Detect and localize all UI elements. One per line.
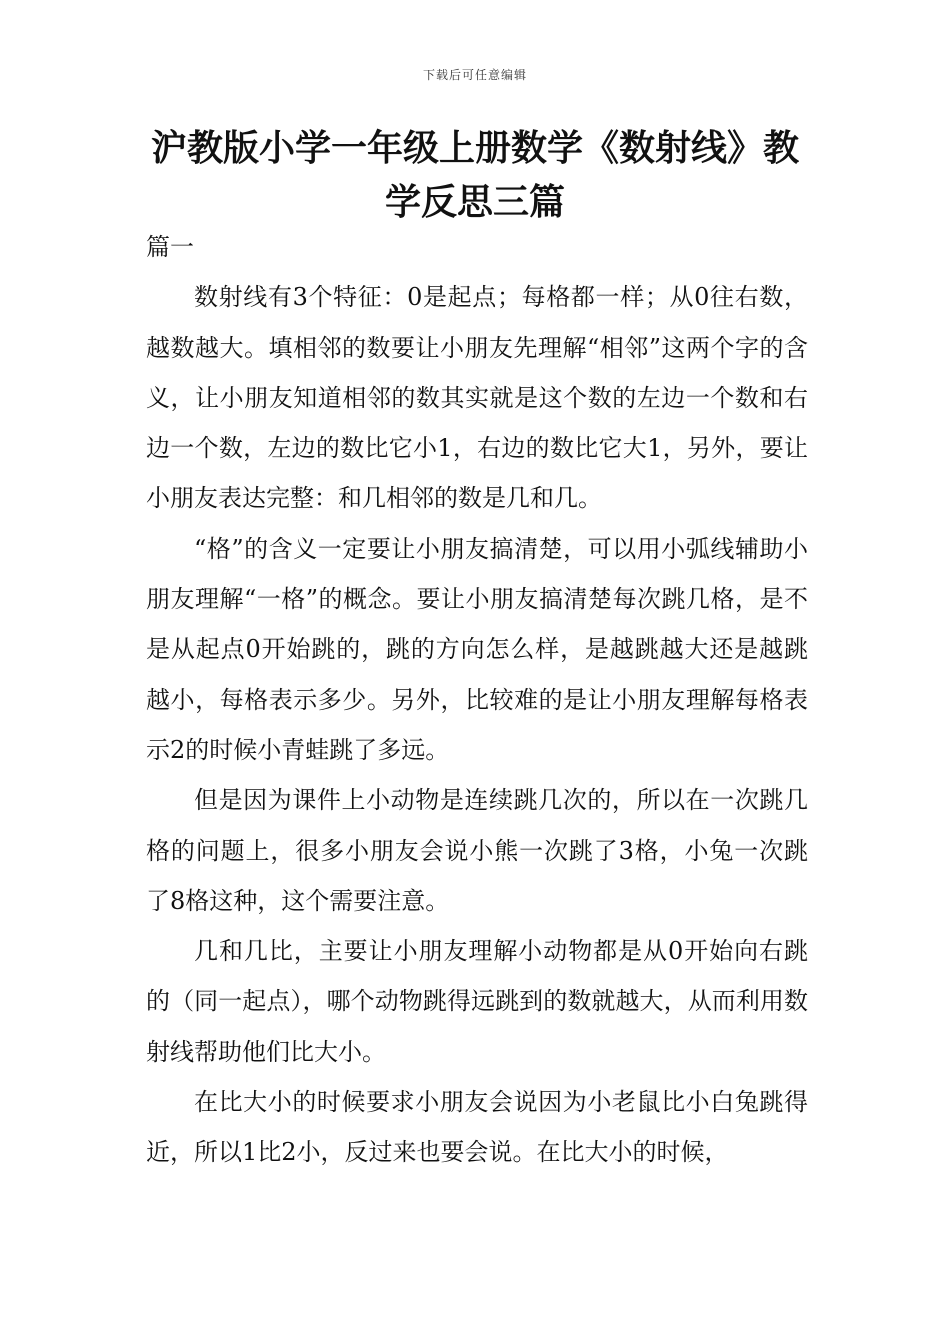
paragraph-3: 但是因为课件上小动物是连续跳几次的，所以在一次跳几格的问题上，很多小朋友会说小熊一次跳了3格，小兔一次跳了8格这种，这个需要注意。 <box>146 786 808 915</box>
document-body <box>146 222 808 1178</box>
paragraph-5: 在比大小的时候要求小朋友会说因为小老鼠比小白兔跳得近，所以1比2小，反过来也要会说。在比大小的时候， <box>146 1088 808 1167</box>
header-note: 下载后可任意编辑 <box>422 68 527 82</box>
paragraph-4: 几和几比，主要让小朋友理解小动物都是从0开始向右跳的（同一起点），哪个动物跳得远跳到的数就越大，从而利用数射线帮助他们比大小。 <box>146 937 808 1066</box>
paragraph-2: “格”的含义一定要让小朋友搞清楚，可以用小弧线辅助小朋友理解“一格”的概念。要让小朋友搞清楚每次跳几格，是不是从起点0开始跳的，跳的方向怎么样，是越跳越大还是越跳越小，每格表示多少。另外，比较难的是让小朋友理解每格表示2的时候小青蛙跳了多远。 <box>146 534 808 764</box>
section-label: 篇一 <box>146 233 194 261</box>
document-title: 沪教版小学一年级上册数学《数射线》教学反思三篇 <box>150 128 799 223</box>
paragraph-1: 数射线有3个特征：0是起点；每格都一样；从0往右数，越数越大。填相邻的数要让小朋友先理解“相邻”这两个字的含义，让小朋友知道相邻的数其实就是这个数的左边一个数和右边一个数，左边的数比它小1，右边的数比它大1，另外，要让小朋友表达完整：和几相邻的数是几和几。 <box>146 283 808 513</box>
